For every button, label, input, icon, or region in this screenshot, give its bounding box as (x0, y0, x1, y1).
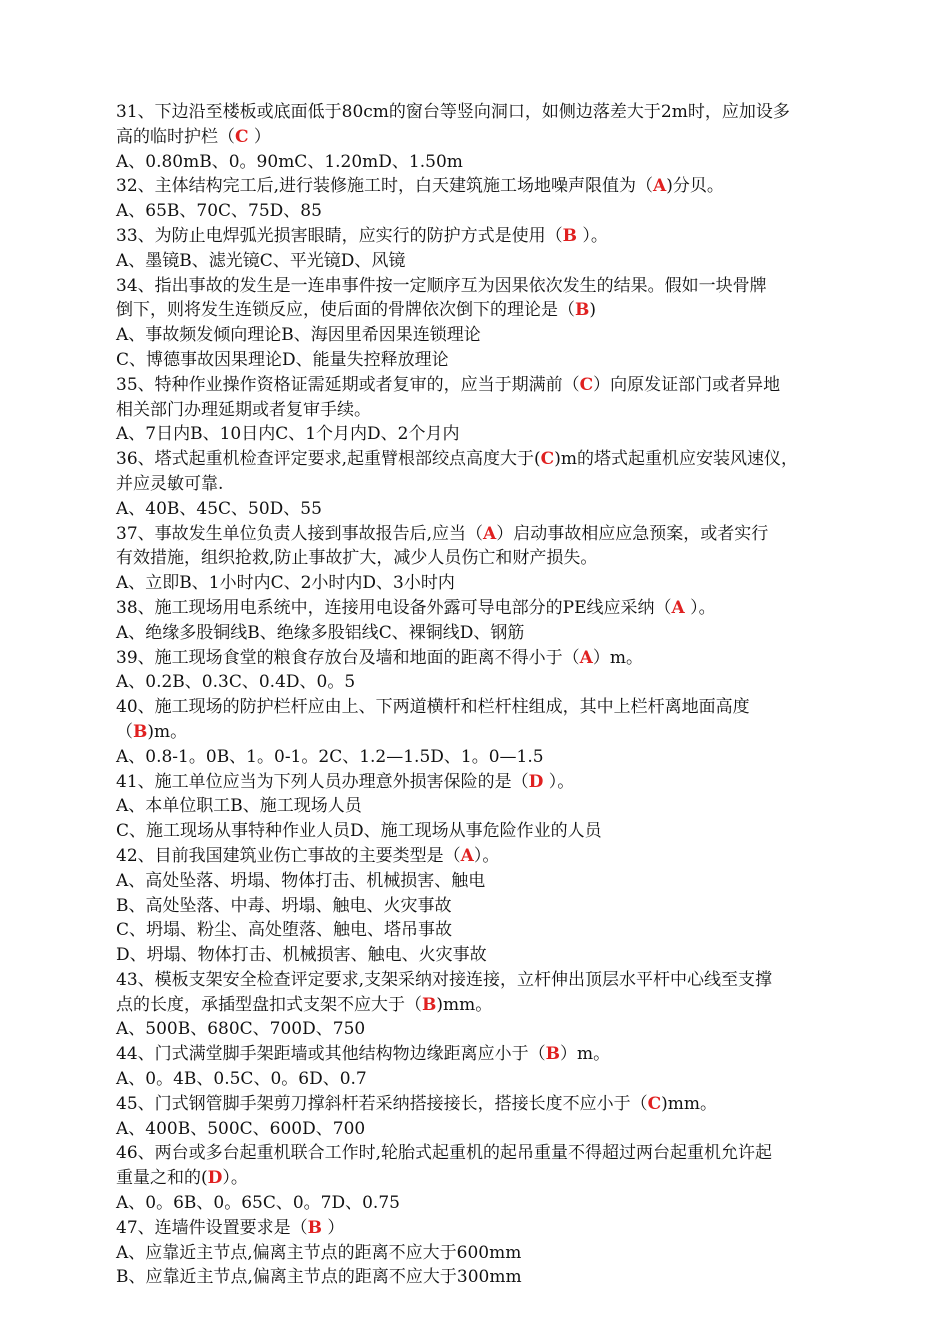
line-text: A、500B、680C、700D、750 (116, 1019, 366, 1040)
line-text: 倒下，则将发生连锁反应，使后面的骨牌依次倒下的理论是（ (116, 300, 575, 321)
text-line (116, 224, 876, 249)
line-text: B、高处坠落、中毒、坍塌、触电、火灾事故 (116, 895, 452, 916)
text-line (116, 546, 876, 571)
text-line (116, 398, 876, 423)
answer-letter: C (235, 126, 249, 147)
line-text: A、0。6B、0。65C、0。7D、0.75 (116, 1193, 400, 1214)
text-line (116, 720, 876, 745)
line-text: 32、主体结构完工后,进行装修施工时，白天建筑施工场地噪声限值为（ (116, 176, 654, 197)
text-line (116, 869, 876, 894)
line-text: ）m。 (592, 647, 643, 668)
text-line (116, 918, 876, 943)
text-line (116, 695, 876, 720)
text-line (116, 447, 876, 472)
line-text: 36、塔式起重机检查评定要求,起重臂根部绞点高度大于( (116, 449, 541, 470)
text-line (116, 1191, 876, 1216)
line-text: ） (248, 126, 271, 147)
answer-letter: A (460, 845, 474, 866)
line-text: ）m。 (560, 1044, 611, 1065)
line-text: 41、施工单位应当为下列人员办理意外损害保险的是（ (116, 771, 529, 792)
text-line (116, 274, 876, 299)
text-line (116, 819, 876, 844)
text-line (116, 1017, 876, 1042)
text-line (116, 670, 876, 695)
text-line (116, 894, 876, 919)
text-line (116, 522, 876, 547)
answer-letter: B (562, 225, 578, 246)
line-text: 33、为防止电焊弧光损害眼睛，应实行的防护方式是使用（ (116, 225, 563, 246)
line-text: A、绝缘多股铜线B、绝缘多股铝线C、裸铜线D、钢筋 (116, 622, 525, 643)
text-line (116, 199, 876, 224)
line-text: D、坍塌、物体打击、机械损害、触电、火灾事故 (116, 945, 487, 966)
answer-letter: C (647, 1093, 662, 1114)
line-text: C、博德事故因果理论D、能量失控释放理论 (116, 349, 449, 370)
text-line (116, 373, 876, 398)
line-text: )mm。 (436, 994, 493, 1015)
line-text: 47、连墙件设置要求是（ (116, 1217, 308, 1238)
line-text: A、40B、45C、50D、55 (116, 498, 322, 519)
text-line (116, 1117, 876, 1142)
line-text: A、立即B、1小时内C、2小时内D、3小时内 (116, 573, 455, 594)
text-line (116, 993, 876, 1018)
line-text: 39、施工现场食堂的粮食存放台及墙和地面的距离不得小于（ (116, 647, 580, 668)
line-text: 37、事故发生单位负责人接到事故报告后,应当（ (116, 523, 484, 544)
text-line (116, 150, 876, 175)
text-line (116, 1216, 876, 1241)
line-text: A、应靠近主节点,偏离主节点的距离不应大于600mm (116, 1242, 522, 1263)
text-line (116, 348, 876, 373)
line-text: A、0。4B、0.5C、0。6D、0.7 (116, 1069, 367, 1090)
line-text: 35、特种作业操作资格证需延期或者复审的，应当于期满前（ (116, 374, 580, 395)
text-line (116, 1265, 876, 1290)
answer-letter: A (671, 597, 685, 618)
line-text: 45、门式钢管脚手架剪刀撑斜杆若采纳搭接接长，搭接长度不应小于（ (116, 1093, 648, 1114)
line-text: 高的临时护栏（ (116, 126, 235, 147)
line-text: A、0.2B、0.3C、0.4D、0。5 (116, 672, 356, 693)
text-line (116, 1241, 876, 1266)
answer-letter: B (545, 1044, 561, 1065)
line-text: ） (322, 1217, 345, 1238)
text-line (116, 770, 876, 795)
text-line (116, 596, 876, 621)
line-text: 并应灵敏可靠. (116, 473, 224, 494)
line-text: ）。 (543, 771, 575, 792)
answer-letter: B (307, 1217, 323, 1238)
answer-letter: C (540, 449, 555, 470)
text-line (116, 621, 876, 646)
line-text: A、本单位职工B、施工现场人员 (116, 796, 362, 817)
line-text: ）。 (222, 1168, 248, 1189)
text-line (116, 422, 876, 447)
line-text: ）。 (473, 845, 500, 866)
line-text: )m。 (147, 721, 188, 742)
text-line (116, 968, 876, 993)
line-text: A、0.80mB、0。90mC、1.20mD、1.50m (116, 151, 463, 172)
text-line (116, 571, 876, 596)
text-line (116, 323, 876, 348)
line-text: 重量之和的( (116, 1168, 208, 1189)
line-text: 42、目前我国建筑业伤亡事故的主要类型是（ (116, 845, 461, 866)
line-text: 34、指出事故的发生是一连串事件按一定顺序互为因果依次发生的结果。假如一块骨牌 (116, 275, 767, 296)
document-body (116, 100, 876, 1290)
line-text: C、坍塌、粉尘、高处堕落、触电、塔吊事故 (116, 920, 453, 941)
line-text: )分贝。 (666, 176, 724, 197)
line-text: A、7日内B、10日内C、1个月内D、2个月内 (116, 424, 460, 445)
answer-letter: B (422, 994, 437, 1015)
text-line (116, 745, 876, 770)
text-line (116, 125, 876, 150)
text-line (116, 1092, 876, 1117)
text-line (116, 100, 876, 125)
line-text: 有效措施，组织抢救,防止事故扩大，减少人员伤亡和财产损失。 (116, 548, 598, 569)
line-text: ）向原发证部门或者异地 (593, 374, 781, 395)
line-text: A、墨镜B、滤光镜C、平光镜D、风镜 (116, 250, 406, 271)
line-text: A、高处坠落、坍塌、物体打击、机械损害、触电 (116, 870, 486, 891)
line-text: 相关部门办理延期或者复审手续。 (116, 399, 371, 420)
line-text: ）启动事故相应应急预案，或者实行 (496, 523, 769, 544)
text-line (116, 943, 876, 968)
line-text: （ (116, 721, 133, 742)
line-text: )m的塔式起重机应安装风速仪， (554, 449, 798, 470)
line-text: A、65B、70C、75D、85 (116, 201, 322, 222)
answer-letter: B (575, 300, 590, 321)
answer-letter: A (483, 523, 497, 544)
text-line (116, 472, 876, 497)
line-text: B、应靠近主节点,偏离主节点的距离不应大于300mm (116, 1267, 522, 1288)
line-text: ) (589, 300, 597, 321)
text-line (116, 497, 876, 522)
answer-letter: B (133, 721, 148, 742)
text-line (116, 1067, 876, 1092)
line-text: 38、施工现场用电系统中，连接用电设备外露可导电部分的PE线应采纳（ (116, 597, 672, 618)
answer-letter: A (579, 647, 593, 668)
text-line (116, 1042, 876, 1067)
line-text: 46、两台或多台起重机联合工作时,轮胎式起重机的起吊重量不得超过两台起重机允许起 (116, 1143, 773, 1164)
text-line (116, 646, 876, 671)
text-line (116, 794, 876, 819)
answer-letter: A (653, 176, 667, 197)
line-text: )mm。 (661, 1093, 718, 1114)
text-line (116, 1141, 876, 1166)
line-text: 点的长度，承插型盘扣式支架不应大于（ (116, 994, 422, 1015)
answer-letter: C (579, 374, 594, 395)
answer-letter: D (528, 771, 544, 792)
answer-letter: D (207, 1168, 223, 1189)
text-line (116, 174, 876, 199)
line-text: 43、模板支架安全检查评定要求,支架采纳对接连接，立杆伸出顶层水平杆中心线至支撑 (116, 969, 773, 990)
line-text: A、400B、500C、600D、700 (116, 1118, 366, 1139)
text-line (116, 249, 876, 274)
line-text: 31、下边沿至楼板或底面低于80cm的窗台等竖向洞口，如侧边落差大于2m时，应加设多 (116, 102, 790, 122)
line-text: C、施工现场从事特种作业人员D、施工现场从事危险作业的人员 (116, 821, 602, 842)
text-line (116, 298, 876, 323)
line-text: ）。 (577, 225, 608, 246)
text-line (116, 1166, 876, 1191)
text-line (116, 844, 876, 869)
line-text: A、事故频发倾向理论B、海因里希因果连锁理论 (116, 325, 481, 346)
line-text: 40、施工现场的防护栏杆应由上、下两道横杆和栏杆柱组成，其中上栏杆离地面高度 (116, 697, 750, 718)
line-text: A、0.8-1。0B、1。0-1。2C、1.2—1.5D、1。0—1.5 (116, 746, 544, 767)
line-text: 44、门式满堂脚手架距墙或其他结构物边缘距离应小于（ (116, 1044, 546, 1065)
line-text: ）。 (684, 597, 716, 618)
